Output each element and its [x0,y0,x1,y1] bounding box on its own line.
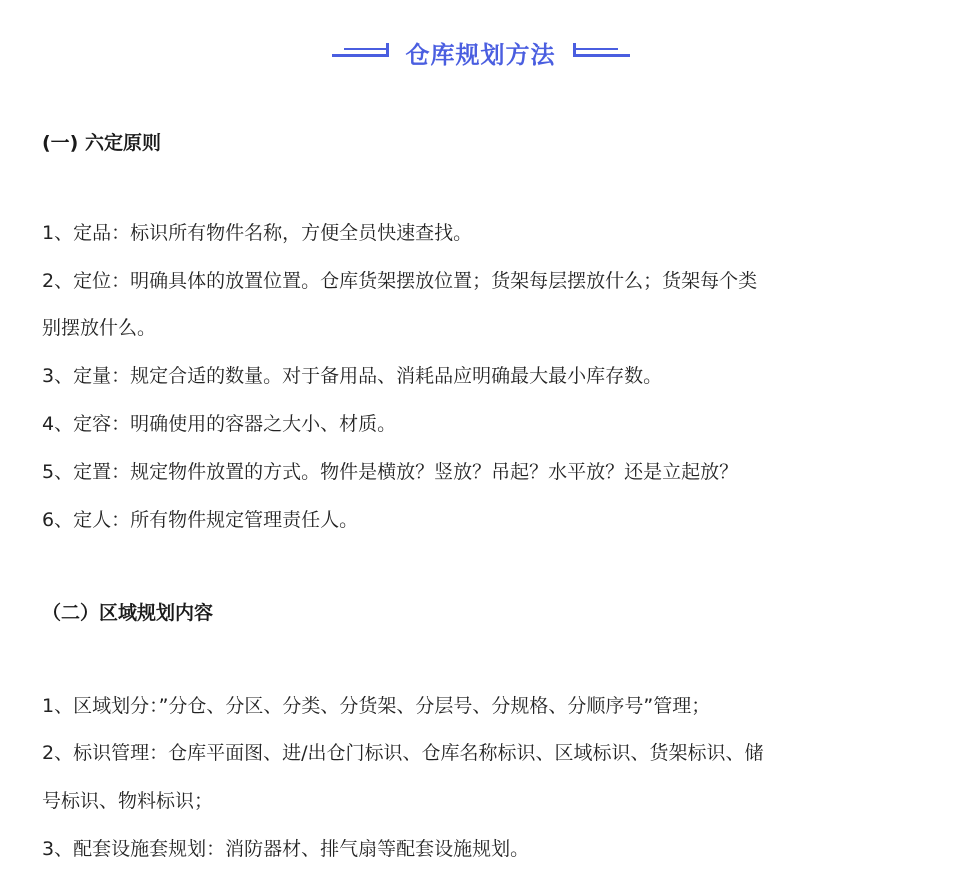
principle-line: 6、定人：所有物件规定管理责任人。 [42,509,359,531]
area-planning-line: 2、标识管理：仓库平面图、进/出仓门标识、仓库名称标识、区域标识、货架标识、储 [42,742,764,764]
principle-line: 5、定置：规定物件放置的方式。物件是横放？竖放？吊起？水平放？还是立起放？ [42,461,739,483]
title-banner [0,30,961,74]
principle-line: 1、定品：标识所有物件名称，方便全员快速查找。 [42,222,473,244]
page-title: 仓库规划方法 [405,40,556,69]
title-left-decoration-icon [330,37,392,67]
principle-line: 3、定量：规定合适的数量。对于备用品、消耗品应明确最大最小库存数。 [42,365,663,387]
principle-line: 4、定容：明确使用的容器之大小、材质。 [42,413,397,435]
title-right-decoration-icon [570,37,632,67]
section-heading-six-principles: (一) 六定原则 [42,132,161,154]
area-planning-line: 号标识、物料标识； [42,790,214,812]
area-planning-line: 3、配套设施套规划：消防器材、排气扇等配套设施规划。 [42,838,530,860]
principle-line: 2、定位：明确具体的放置位置。仓库货架摆放位置；货架每层摆放什么；货架每个类 [42,270,758,292]
section-heading-area-planning: （二）区域规划内容 [42,602,214,624]
principle-line: 别摆放什么。 [42,317,157,339]
area-planning-line: 1、区域划分：”分仓、分区、分类、分货架、分层号、分规格、分顺序号”管理； [42,695,711,717]
